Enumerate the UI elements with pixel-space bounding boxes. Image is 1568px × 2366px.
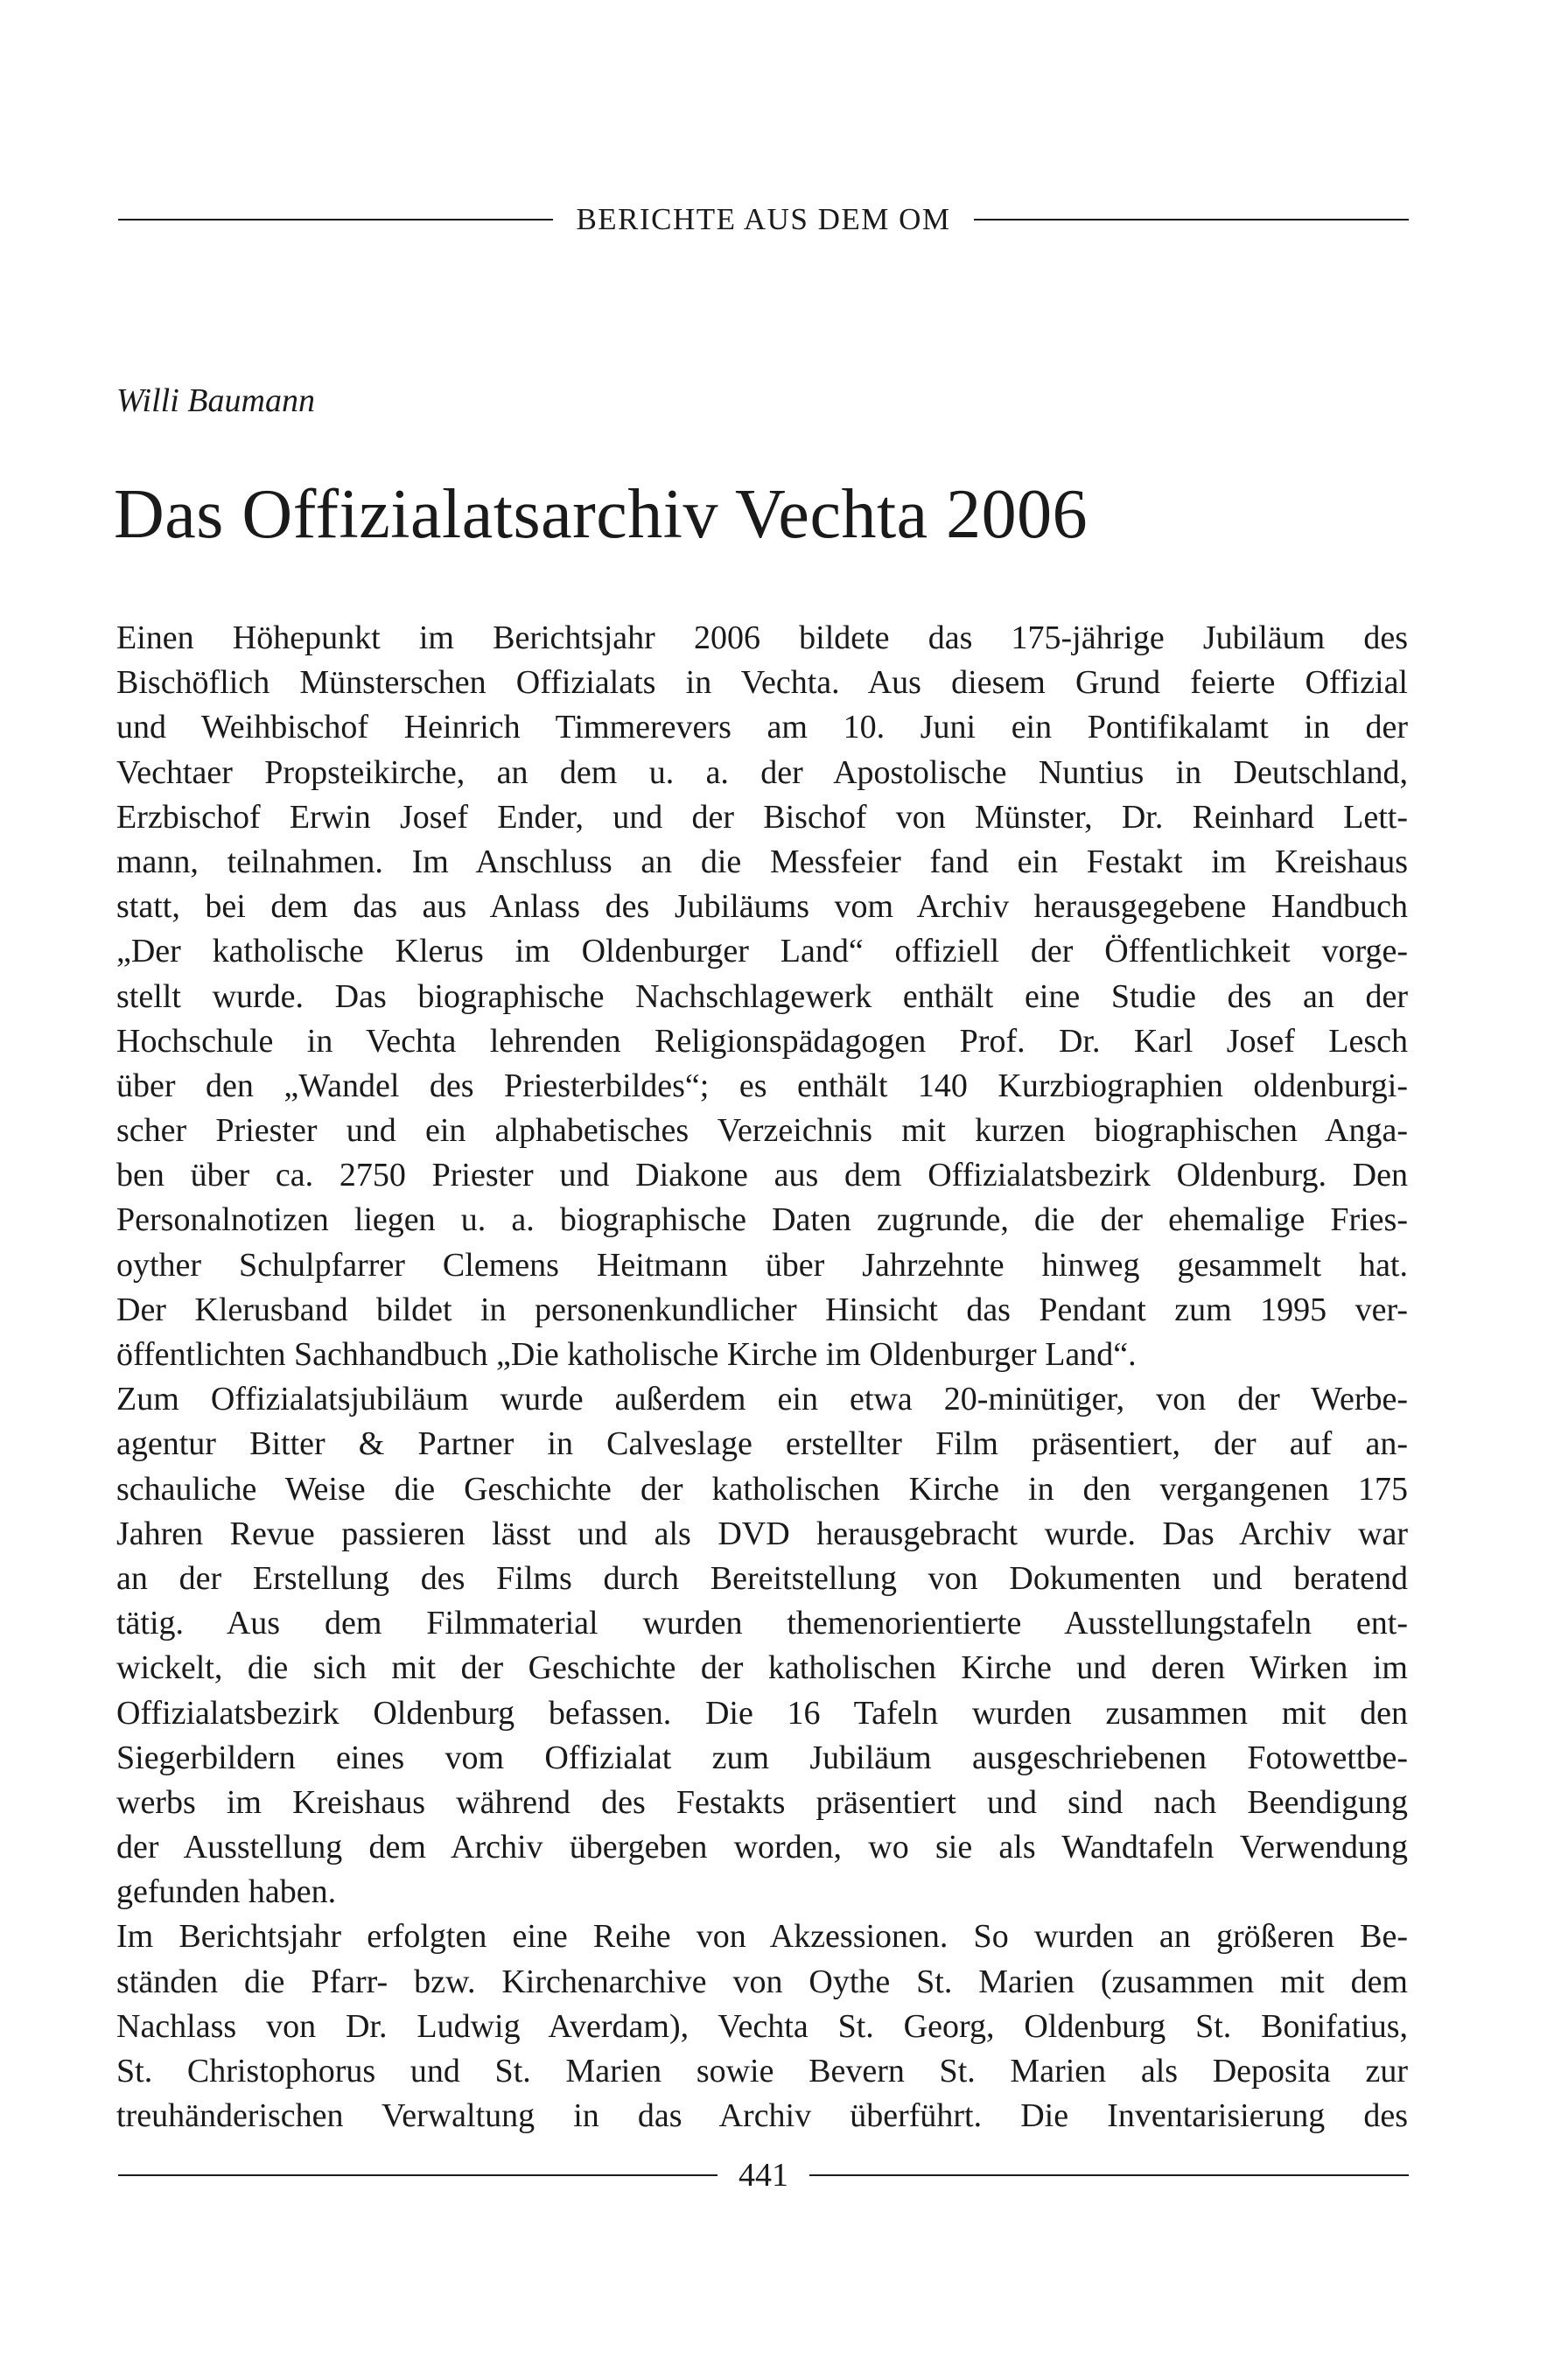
- body-line: ständen die Pfarr- bzw. Kirchenarchive von Oythe St. Marien (zusammen mit dem: [116, 1963, 1408, 2000]
- body-line: „Der katholische Klerus im Oldenburger Land“ offiziell der Öffentlichkeit vorge-: [116, 933, 1408, 970]
- page-number: 441: [738, 2157, 788, 2194]
- body-line: stellt wurde. Das biographische Nachschlagewerk enthält eine Studie des an der: [116, 977, 1408, 1015]
- page-footer: [118, 2151, 1409, 2200]
- body-line: Siegerbildern eines vom Offizialat zum Jubiläum ausgeschriebenen Fotowettbe-: [116, 1739, 1408, 1776]
- body-line: werbs im Kreishaus während des Festakts präsentiert und sind nach Beendigung: [116, 1783, 1408, 1821]
- body-line: gefunden haben.: [116, 1873, 337, 1911]
- running-header: [118, 200, 1409, 240]
- article-title: Das Offizialatsarchiv Vechta 2006: [114, 476, 1088, 553]
- body-line: schauliche Weise die Geschichte der katholischen Kirche in den vergangenen 175: [116, 1470, 1408, 1508]
- body-line: Vechtaer Propsteikirche, an dem u. a. der Apostolische Nuntius in Deutschland,: [116, 753, 1408, 791]
- body-line: statt, bei dem das aus Anlass des Jubiläums vom Archiv herausgegebene Handbuch: [116, 888, 1408, 926]
- body-line: Erzbischof Erwin Josef Ender, und der Bischof von Münster, Dr. Reinhard Lett-: [116, 798, 1408, 836]
- body-line: Personalnotizen liegen u. a. biographische Daten zugrunde, die der ehemalige Fries-: [116, 1201, 1408, 1239]
- body-line: treuhänderischen Verwaltung in das Archiv überführt. Die Inventarisierung des: [116, 2097, 1408, 2135]
- body-line: öffentlichten Sachhandbuch „Die katholische Kirche im Oldenburger Land“.: [116, 1336, 1137, 1373]
- footer-rule-left: [118, 2174, 718, 2176]
- body-line: Offizialatsbezirk Oldenburg befassen. Die 16 Tafeln wurden zusammen mit den: [116, 1694, 1408, 1732]
- body-line: Der Klerusband bildet in personenkundlicher Hinsicht das Pendant zum 1995 ver-: [116, 1291, 1408, 1328]
- running-header-title: BERICHTE AUS DEM OM: [576, 202, 951, 236]
- body-line: ben über ca. 2750 Priester und Diakone aus dem Offizialatsbezirk Oldenburg. Den: [116, 1157, 1408, 1194]
- body-line: Hochschule in Vechta lehrenden Religionspädagogen Prof. Dr. Karl Josef Lesch: [116, 1022, 1408, 1060]
- body-line: tätig. Aus dem Filmmaterial wurden themenorientierte Ausstellungstafeln ent-: [116, 1605, 1408, 1642]
- body-line: Bischöflich Münsterschen Offizialats in Vechta. Aus diesem Grund feierte Offizial: [116, 664, 1408, 702]
- body-line: wickelt, die sich mit der Geschichte der katholischen Kirche und deren Wirken im: [116, 1649, 1408, 1687]
- body-line: der Ausstellung dem Archiv übergeben worden, wo sie als Wandtafeln Verwendung: [116, 1829, 1408, 1866]
- body-line: Einen Höhepunkt im Berichtsjahr 2006 bildete das 175-jährige Jubiläum des: [116, 620, 1408, 656]
- body-line: Zum Offizialatsjubiläum wurde außerdem ein etwa 20-minütiger, von der Werbe-: [116, 1381, 1408, 1418]
- body-line: agentur Bitter & Partner in Calveslage erstellter Film präsentiert, der auf an-: [116, 1425, 1408, 1463]
- body-line: über den „Wandel des Priesterbildes“; es enthält 140 Kurzbiographien oldenburgi-: [116, 1067, 1408, 1104]
- body-line: St. Christophorus und St. Marien sowie Bevern St. Marien als Deposita zur: [116, 2053, 1408, 2090]
- header-rule-left: [118, 219, 553, 220]
- body-line: Im Berichtsjahr erfolgten eine Reihe von Akzessionen. So wurden an größeren Be-: [116, 1918, 1408, 1956]
- author-name: Willi Baumann: [116, 382, 315, 419]
- body-text: [116, 616, 1408, 2138]
- body-line: Nachlass von Dr. Ludwig Averdam), Vechta St. Georg, Oldenburg St. Bonifatius,: [116, 2007, 1408, 2045]
- header-rule-right: [974, 219, 1409, 220]
- body-line: mann, teilnahmen. Im Anschluss an die Messfeier fand ein Festakt im Kreishaus: [116, 843, 1408, 880]
- body-line: Jahren Revue passieren lässt und als DVD herausgebracht wurde. Das Archiv war: [116, 1515, 1408, 1552]
- body-line: oyther Schulpfarrer Clemens Heitmann über Jahrzehnte hinweg gesammelt hat.: [116, 1246, 1408, 1284]
- body-line: scher Priester und ein alphabetisches Verzeichnis mit kurzen biographischen Anga-: [116, 1112, 1408, 1150]
- body-line: und Weihbischof Heinrich Timmerevers am 10. Juni ein Pontifikalamt in der: [116, 709, 1408, 746]
- footer-rule-right: [809, 2174, 1409, 2176]
- body-line: an der Erstellung des Films durch Bereitstellung von Dokumenten und beratend: [116, 1559, 1408, 1597]
